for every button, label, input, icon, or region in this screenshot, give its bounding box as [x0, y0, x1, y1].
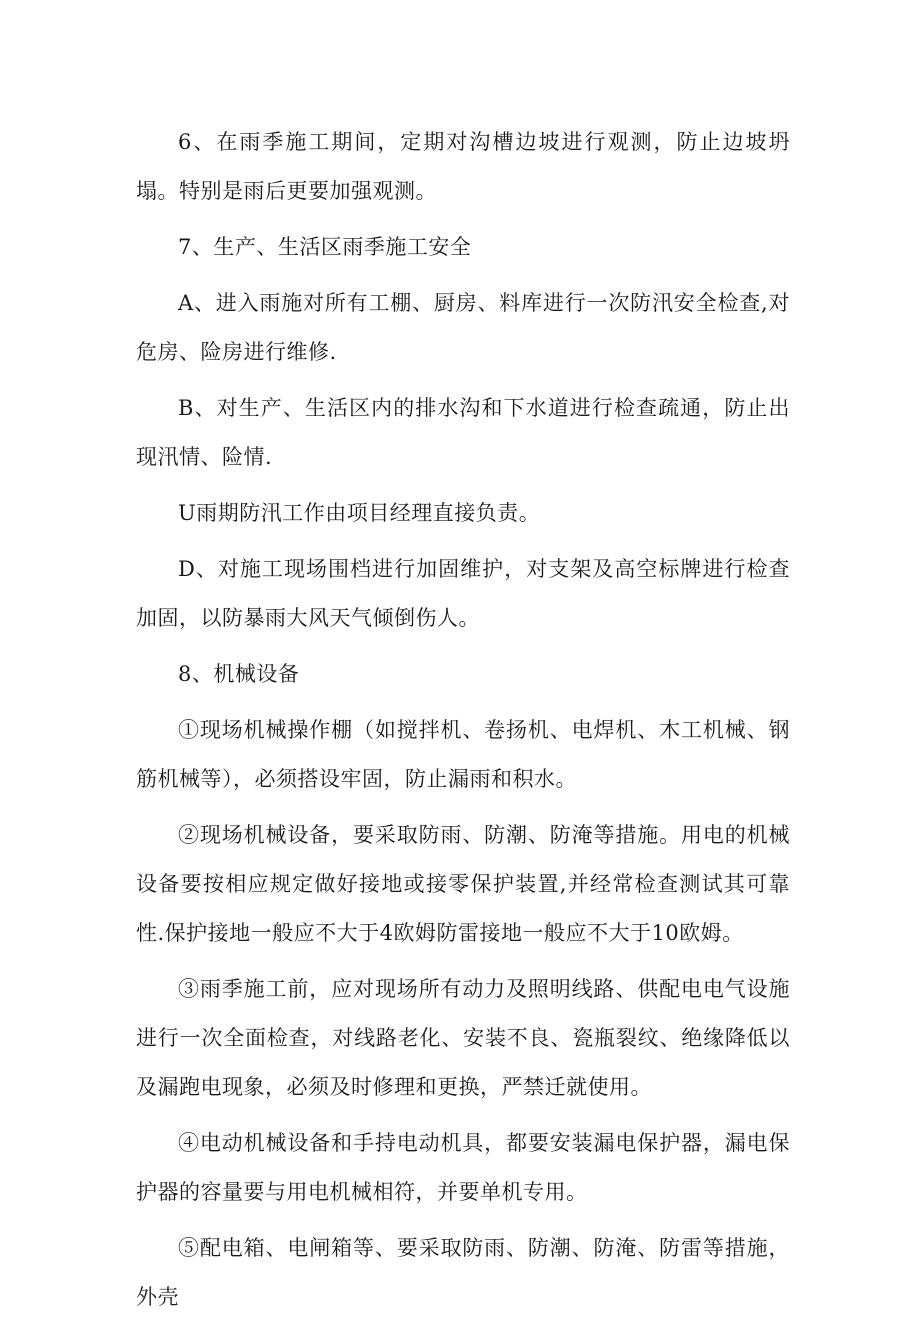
- document-body: [136, 118, 790, 1329]
- paragraph-item-b: B、对生产、生活区内的排水沟和下水道进行检查疏通，防止出现汛情、险情.: [136, 396, 790, 469]
- paragraph-item-3: ③雨季施工前，应对现场所有动力及照明线路、供配电电气设施进行一次全面检查，对线路老化、安装不良、瓷瓶裂纹、绝缘降低以及漏跑电现象，必须及时修理和更换，严禁迁就使用。: [136, 977, 790, 1099]
- paragraph-item-2: ②现场机械设备，要采取防雨、防潮、防淹等措施。用电的机械设备要按相应规定做好接地或接零保护装置,并经常检查测试其可靠性.保护接地一般应不大于4欧姆防雷接地一般应不大于10欧姆。: [136, 823, 790, 945]
- paragraph-item-4: ④电动机械设备和手持电动机具，都要安装漏电保护器，漏电保护器的容量要与用电机械相符，并要单机专用。: [136, 1131, 790, 1204]
- paragraph-item-a: A、进入雨施对所有工棚、厨房、料库进行一次防汛安全检查,对危房、险房进行维修.: [136, 291, 790, 364]
- paragraph-item-1: ①现场机械操作棚（如搅拌机、卷扬机、电焊机、木工机械、钢筋机械等），必须搭设牢固，防止漏雨和积水。: [136, 718, 790, 791]
- section-heading-7: 7、生产、生活区雨季施工安全: [178, 235, 472, 259]
- paragraph-item-6: 6、在雨季施工期间，定期对沟槽边坡进行观测，防止边坡坍塌。特别是雨后更要加强观测。: [136, 130, 790, 203]
- section-heading-8: 8、机械设备: [178, 662, 300, 686]
- paragraph-item-c: U雨期防汛工作由项目经理直接负责。: [178, 501, 541, 525]
- paragraph-item-5: ⑤配电箱、电闸箱等、要采取防雨、防潮、防淹、防雷等措施，外壳: [136, 1236, 790, 1309]
- paragraph-item-d: D、对施工现场围档进行加固维护，对支架及高空标牌进行检查加固，以防暴雨大风天气倾倒伤人。: [136, 557, 790, 630]
